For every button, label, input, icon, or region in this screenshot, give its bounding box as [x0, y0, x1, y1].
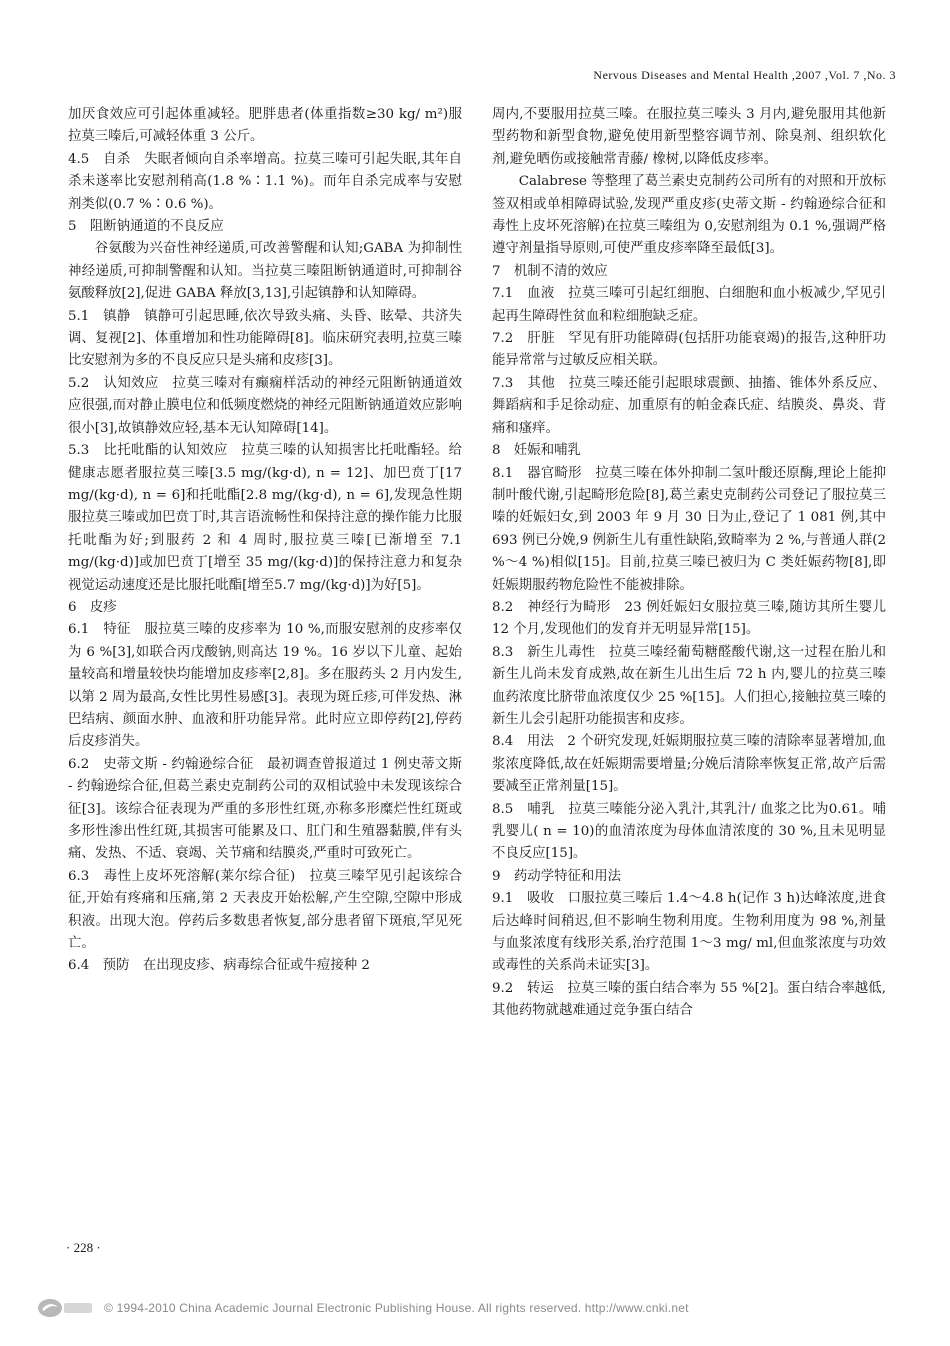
paragraph: 4.5 自杀 失眠者倾向自杀率增高。拉莫三嗪可引起失眠,其年自杀未遂率比安慰剂稍高(1.8 %∶1.1 %)。而年自杀完成率与安慰剂类似(0.7 %∶0.6 %)。	[68, 151, 462, 212]
left-column	[68, 104, 462, 978]
paragraph: 6.1 特征 服拉莫三嗪的皮疹率为 10 %,而服安慰剂的皮疹率仅为 6 %[3],如联合丙戊酸钠,则高达 19 %。16 岁以下儿童、起始量较高和增量较快均能增加皮疹率[2,8]。多在服药头 2 月内发生,以第 2 周为最高,女性比男性易感[3]。表现为斑丘疹,可伴发热、淋巴结病、颜面水肿、血液和肝功能异常。此时应立即停药[2],停药后皮疹消失。	[68, 622, 462, 750]
paragraph: Calabrese 等整理了葛兰素史克制药公司所有的对照和开放标签双相或单相障碍试验,发现严重皮疹(史蒂文斯 - 约翰逊综合征和毒性上皮坏死溶解)在拉莫三嗪组为 0,安慰剂组为 0.1 %,强调严格遵守剂量指导原则,可使严重皮疹率降至最低[3]。	[492, 174, 886, 257]
paragraph: 6.4 预防 在出现皮疹、病毒综合征或牛痘接种 2	[68, 958, 370, 974]
paragraph: 5.2 认知效应 拉莫三嗪对有癫痫样活动的神经元阻断钠通道效应很强,而对静止膜电位和低频度燃烧的神经元阻断钠通道效应影响很小[3],故镇静效应轻,基本无认知障碍[14]。	[68, 375, 462, 436]
paragraph: 7 机制不清的效应	[492, 263, 608, 279]
paragraph: 8 妊娠和哺乳	[492, 443, 581, 459]
paragraph: 8.2 神经行为畸形 23 例妊娠妇女服拉莫三嗪,随访其所生婴儿 12 个月,发现他们的发育并无明显异常[15]。	[492, 599, 886, 638]
paragraph: 加厌食效应可引起体重减轻。肥胖患者(体重指数≥30 kg/ m²)服拉莫三嗪后,可减轻体重 3 公斤。	[68, 107, 462, 145]
paragraph: 6 皮疹	[68, 599, 117, 615]
journal-header: Nervous Diseases and Mental Health ,2007 ,Vol. 7 ,No. 3	[593, 68, 896, 82]
page-number: · 228 ·	[66, 1240, 101, 1255]
paragraph: 周内,不要服用拉莫三嗪。在服拉莫三嗪头 3 月内,避免服用其他新型药物和新型食物,避免使用新型整容调节剂、除臭剂、组织软化剂,避免晒伤或接触常青藤/ 橡树,以降低皮疹率。	[492, 107, 886, 167]
paragraph: 6.3 毒性上皮坏死溶解(莱尔综合征) 拉莫三嗪罕见引起该综合征,开始有疼痛和压痛,第 2 天表皮开始松解,产生空隙,空隙中形成积液。出现大泡。停药后多数患者恢复,部分患者留下斑痕,罕见死亡。	[68, 868, 462, 952]
paragraph: 5.1 镇静 镇静可引起思睡,依次导致头痛、头昏、眩晕、共济失调、复视[2]、体重增加和性功能障碍[8]。临床研究表明,拉莫三嗪比安慰剂为多的不良反应只是头痛和皮疹[3]。	[68, 308, 462, 369]
paragraph: 8.3 新生儿毒性 拉莫三嗪经葡萄糖醛酸代谢,这一过程在胎儿和新生儿尚未发育成熟,故在新生儿出生后 72 h 内,婴儿的拉莫三嗪血药浓度比脐带血浓度仅少 25 %[15]。人们担心,接触拉莫三嗪的新生儿会引起肝功能损害和皮疹。	[492, 644, 886, 727]
paragraph: 8.1 器官畸形 拉莫三嗪在体外抑制二氢叶酸还原酶,理论上能抑制叶酸代谢,引起畸形危险[8],葛兰素史克制药公司登记了服拉莫三嗪的妊娠妇女,到 2003 年 9 月 30 日为止,登记了 1 081 例,其中 693 例已分娩,9 例新生儿有重性缺陷,致畸率为 2 %,与普通人群(2 %～4 %)相似[15]。目前,拉莫三嗪已被归为 C 类妊娠药物[8],即妊娠期服药物危险性不能被排除。	[492, 465, 886, 593]
cnki-logo-icon	[36, 1297, 94, 1319]
paragraph: 7.2 肝脏 罕见有肝功能障碍(包括肝功能衰竭)的报告,这种肝功能异常常与过敏反应相关联。	[492, 331, 886, 369]
paragraph: 9 药动学特征和用法	[492, 868, 622, 884]
paragraph: 9.1 吸收 口服拉莫三嗪后 1.4～4.8 h(记作 3 h)达峰浓度,进食后达峰时间稍迟,但不影响生物利用度。生物利用度为 98 %,剂量与血浆浓度有线形关系,治疗范围 1～3 mg/ ml,但血浆浓度与功效或毒性的关系尚未证实[3]。	[492, 891, 886, 974]
paragraph: 9.2 转运 拉莫三嗪的蛋白结合率为 55 %[2]。蛋白结合率越低,其他药物就越难通过竞争蛋白结合	[492, 980, 886, 1019]
footer	[0, 1297, 950, 1323]
paragraph: 5 阻断钠通道的不良反应	[68, 219, 224, 235]
paragraph: 谷氨酸为兴奋性神经递质,可改善警醒和认知;GABA 为抑制性神经递质,可抑制警醒和认知。当拉莫三嗪阻断钠通道时,可抑制谷氨酸释放[2],促进 GABA 释放[3,13],引起镇静和认知障碍。	[68, 241, 462, 302]
paragraph: 6.2 史蒂文斯 - 约翰逊综合征 最初调查曾报道过 1 例史蒂文斯 - 约翰逊综合征,但葛兰素史克制药公司的双相试验中未发现该综合征[3]。该综合征表现为严重的多形性红斑,亦称多形糜烂性红斑或多形性渗出性红斑,其损害可能累及口、肛门和生殖器黏膜,伴有头痛、发热、不适、衰竭、关节痛和结膜炎,严重时可致死亡。	[68, 756, 462, 862]
right-column	[492, 104, 886, 1023]
paragraph: 7.1 血液 拉莫三嗪可引起红细胞、白细胞和血小板减少,罕见引起再生障碍性贫血和粒细胞缺乏症。	[492, 286, 886, 324]
paragraph: 8.4 用法 2 个研究发现,妊娠期服拉莫三嗪的清除率显著增加,血浆浓度降低,故在妊娠期需要增量;分娩后清除率恢复正常,故产后需要减至正常剂量[15]。	[492, 734, 886, 795]
paragraph: 5.3 比托吡酯的认知效应 拉莫三嗪的认知损害比托吡酯轻。给健康志愿者服拉莫三嗪[3.5 mg/(kg·d), n = 12]、加巴贲丁[17 mg/(kg·d), n = 6]和托吡酯[2.8 mg/(kg·d), n = 6],发现急性期服拉莫三嗪或加巴贲丁时,其言语流畅性和保持注意的操作能力比服托吡酯为好;到服药 2 和 4 周时,服拉莫三嗪[已渐增至 7.1 mg/(kg·d)]或加巴贲丁[增至 35 mg/(kg·d)]的保持注意力和复杂视觉运动速度还是比服托吡酯[增至5.7 mg/(kg·d)]为好[5]。	[68, 443, 462, 593]
paragraph: 7.3 其他 拉莫三嗪还能引起眼球震颤、抽搐、锥体外系反应、舞蹈病和手足徐动症、加重原有的帕金森氏症、结膜炎、鼻炎、背痛和瘙痒。	[492, 375, 886, 436]
paragraph: 8.5 哺乳 拉莫三嗪能分泌入乳汁,其乳汁/ 血浆之比为0.61。哺乳婴儿( n = 10)的血清浓度为母体血清浓度的 30 %,且未见明显不良反应[15]。	[492, 801, 886, 862]
copyright-notice: © 1994-2010 China Academic Journal Electronic Publishing House. All rights reserved. http://www.cnki.net	[104, 1301, 689, 1315]
